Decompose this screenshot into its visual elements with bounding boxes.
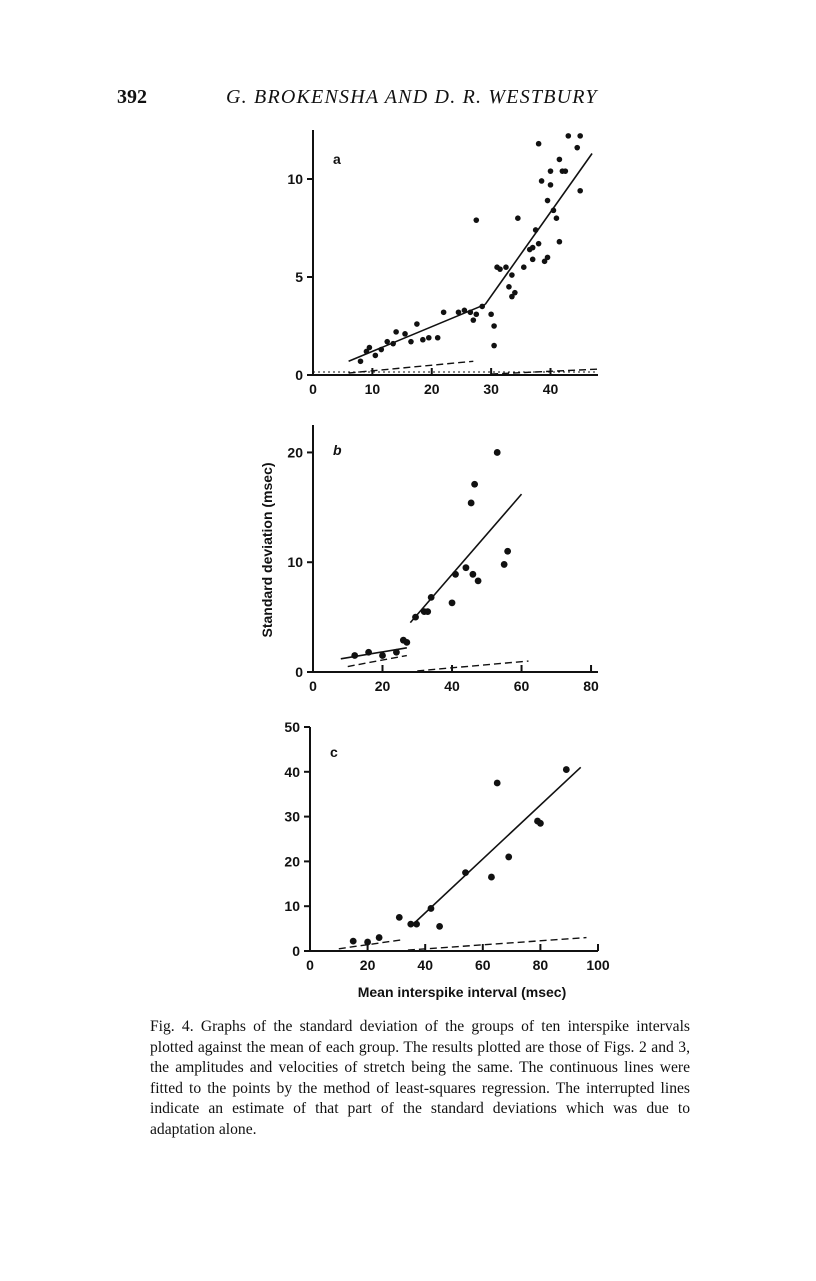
panel-label-a: a: [333, 151, 341, 167]
data-point: [424, 608, 431, 615]
y-tick-label: 10: [287, 554, 303, 571]
regression-line: [411, 767, 581, 926]
data-point: [530, 257, 536, 263]
data-point: [521, 264, 527, 270]
data-point: [351, 652, 358, 659]
data-point: [551, 208, 557, 214]
data-point: [376, 934, 383, 941]
data-point: [473, 217, 479, 223]
data-point: [494, 449, 501, 456]
data-point: [566, 133, 572, 139]
data-point: [420, 337, 426, 343]
data-point: [428, 594, 435, 601]
adaptation-dashed-line: [349, 361, 474, 373]
regression-line: [485, 154, 592, 305]
data-point: [441, 309, 447, 315]
data-point: [491, 343, 497, 349]
y-tick-label: 30: [284, 808, 300, 825]
figure-caption: Fig. 4. Graphs of the standard deviation of the groups of ten interspike intervals plotted against the mean of each group. The results plotted are those of Figs. 2 and 3, the amplitudes and velocities of stretch being the same. The continuous lines were fitted to the points by the method of least-squares regression. The interrupted lines indicate an estimate of that part of the standard deviations which was due to adaptation alone.: [150, 1018, 690, 1138]
x-tick-label: 20: [359, 957, 376, 973]
data-point: [577, 133, 583, 139]
data-point: [462, 308, 468, 314]
data-point: [557, 239, 563, 245]
data-point: [548, 182, 554, 188]
data-point: [379, 652, 386, 659]
data-point: [488, 311, 494, 317]
data-point: [563, 168, 569, 174]
data-point: [367, 345, 373, 351]
data-point: [378, 347, 384, 353]
data-point: [390, 341, 396, 347]
x-tick-label: 0: [309, 678, 317, 694]
data-point: [536, 141, 542, 147]
data-point: [554, 215, 560, 221]
data-point: [468, 500, 475, 507]
data-point: [384, 339, 390, 345]
data-point: [473, 311, 479, 317]
x-tick-label: 40: [542, 381, 559, 397]
data-point: [364, 939, 371, 946]
data-point: [393, 329, 399, 335]
y-tick-label: 20: [284, 853, 300, 870]
data-point: [491, 323, 497, 329]
data-point: [577, 188, 583, 194]
regression-line: [410, 494, 521, 622]
data-point: [471, 317, 477, 323]
x-tick-label: 60: [513, 678, 530, 694]
data-point: [557, 157, 563, 163]
data-point: [471, 481, 478, 488]
data-point: [403, 639, 410, 646]
panel-a: [287, 130, 598, 397]
data-point: [396, 914, 403, 921]
data-point: [426, 335, 432, 341]
data-point: [537, 820, 544, 827]
data-point: [548, 168, 554, 174]
y-tick-label: 40: [284, 763, 300, 780]
data-point: [402, 331, 408, 337]
data-point: [393, 649, 400, 656]
data-point: [462, 869, 469, 876]
x-tick-label: 100: [586, 957, 610, 973]
y-tick-label: 10: [287, 171, 303, 187]
x-tick-label: 0: [309, 381, 317, 397]
x-tick-label: 40: [444, 678, 460, 694]
adaptation-dashed-line: [417, 661, 528, 671]
data-point: [414, 321, 420, 327]
data-point: [413, 921, 420, 928]
data-point: [412, 614, 419, 621]
data-point: [350, 938, 357, 945]
data-point: [428, 905, 435, 912]
data-point: [475, 577, 482, 584]
y-tick-label: 50: [284, 719, 300, 735]
data-point: [574, 145, 580, 151]
data-point: [539, 178, 545, 184]
data-point: [536, 241, 542, 247]
x-axis-label: Mean interspike interval (msec): [357, 984, 567, 1000]
panel-label-c: c: [330, 744, 338, 760]
data-point: [373, 353, 379, 359]
data-point: [509, 272, 515, 278]
x-tick-label: 10: [364, 381, 381, 397]
data-point: [512, 290, 518, 296]
y-tick-label: 10: [284, 898, 300, 915]
data-point: [533, 227, 539, 233]
page-number: 392: [117, 86, 147, 108]
x-tick-label: 30: [483, 381, 499, 397]
x-tick-label: 60: [475, 957, 491, 973]
data-point: [563, 766, 570, 773]
running-head-authors: G. BROKENSHA AND D. R. WESTBURY: [226, 86, 598, 108]
data-point: [504, 548, 511, 555]
x-tick-label: 0: [306, 957, 314, 973]
data-point: [449, 599, 456, 606]
data-point: [435, 335, 441, 341]
data-point: [436, 923, 443, 930]
y-tick-label: 0: [295, 367, 303, 383]
panel-c: [284, 719, 609, 973]
data-point: [468, 309, 474, 315]
data-point: [494, 780, 501, 787]
data-point: [452, 571, 459, 578]
data-point: [506, 284, 512, 290]
y-tick-label: 0: [295, 664, 303, 680]
data-point: [497, 266, 503, 272]
data-point: [488, 874, 495, 881]
adaptation-dashed-line: [408, 938, 587, 951]
x-tick-label: 80: [532, 957, 549, 973]
data-point: [501, 561, 508, 568]
x-tick-label: 20: [374, 678, 391, 694]
data-point: [365, 649, 372, 656]
x-tick-label: 40: [417, 957, 433, 973]
y-tick-label: 5: [295, 269, 303, 285]
data-point: [358, 358, 364, 364]
y-tick-label: 0: [292, 943, 300, 959]
data-point: [505, 854, 512, 861]
data-point: [469, 571, 476, 578]
y-axis-label: Standard deviation (msec): [259, 462, 275, 638]
data-point: [545, 198, 551, 204]
data-point: [530, 245, 536, 251]
data-point: [456, 309, 462, 315]
data-point: [408, 339, 414, 345]
x-tick-label: 80: [583, 678, 599, 694]
panel-b: [287, 425, 599, 694]
data-point: [515, 215, 521, 221]
data-point: [503, 264, 509, 270]
data-point: [463, 564, 470, 571]
data-point: [479, 304, 485, 310]
data-point: [545, 255, 551, 261]
y-tick-label: 20: [287, 444, 303, 461]
x-tick-label: 20: [423, 381, 440, 397]
panel-label-b: b: [333, 442, 342, 458]
